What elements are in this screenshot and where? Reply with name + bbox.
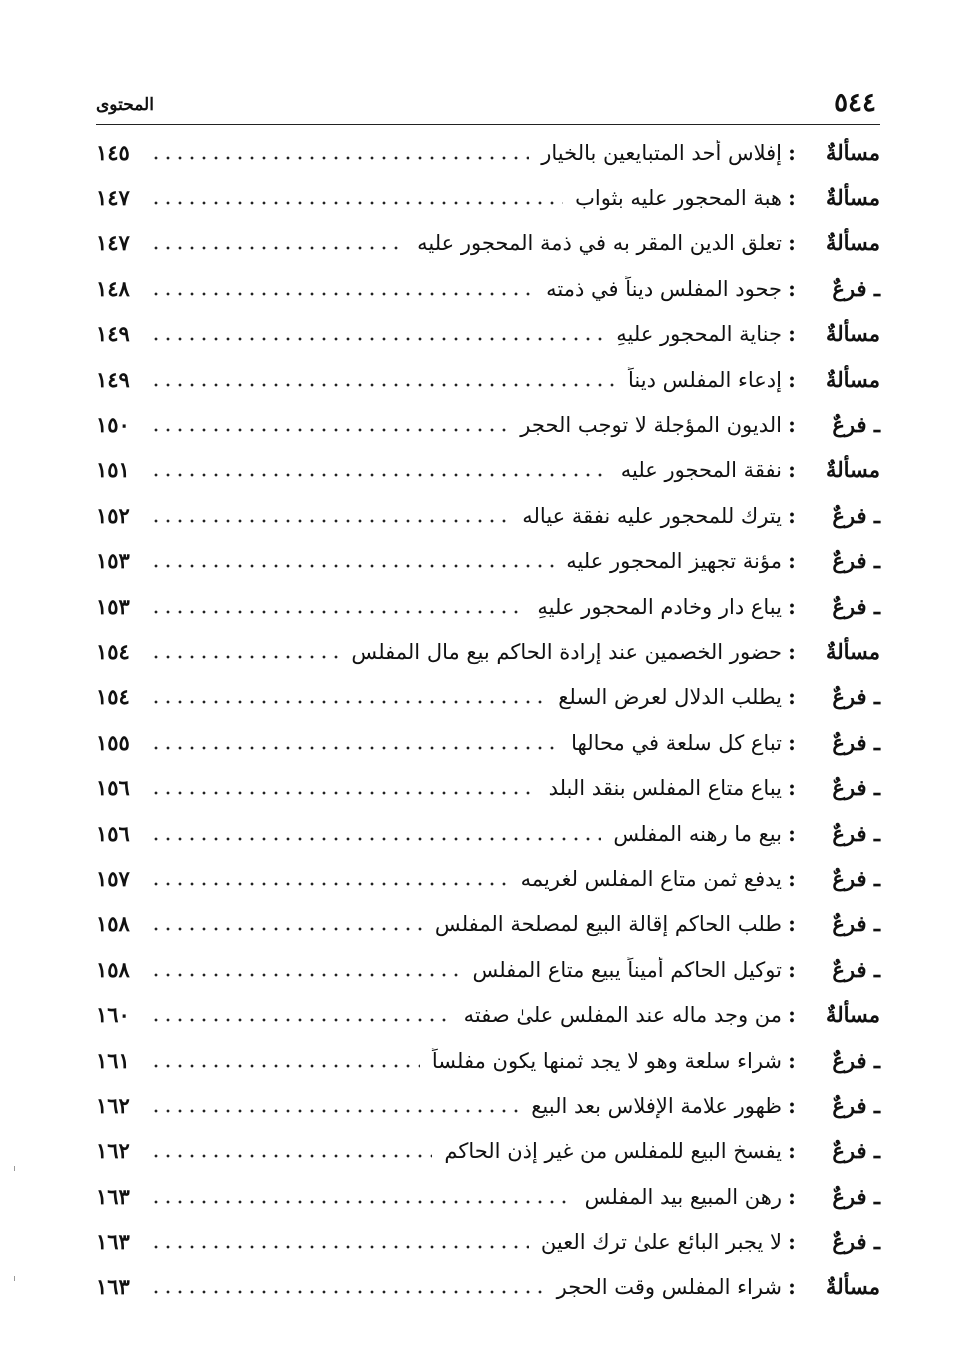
entry-label: ـ فرعٌ	[832, 1047, 880, 1073]
entry-page-number: ١٥٤	[96, 638, 130, 664]
page-header	[96, 88, 876, 122]
entry-label: مسألةٌ	[825, 1002, 880, 1028]
toc-entry	[96, 357, 880, 402]
toc-entry	[96, 221, 880, 266]
dot-leader	[150, 1139, 432, 1163]
entry-title: من وجد ماله عند المفلس علىٰ صفته	[463, 1003, 782, 1028]
entry-colon: :	[788, 1183, 796, 1209]
entry-page-number: ١٤٧	[96, 230, 130, 256]
entry-colon: :	[788, 865, 796, 891]
dot-leader	[150, 1049, 420, 1073]
entry-title: يدفع ثمن متاع المفلس لغريمه	[520, 866, 782, 891]
toc-entry	[96, 1174, 880, 1219]
entry-label: ـ فرعٌ	[832, 593, 880, 619]
entry-page-number: ١٤٨	[96, 275, 130, 301]
entry-page-number: ١٥١	[96, 457, 130, 483]
entry-colon: :	[788, 1047, 796, 1073]
entry-colon: :	[788, 457, 796, 483]
dot-leader	[150, 685, 546, 709]
entry-page-number: ١٥٢	[96, 502, 130, 528]
entry-label: ـ فرعٌ	[832, 1183, 880, 1209]
dot-leader	[150, 867, 509, 891]
entry-page-number: ١٤٧	[96, 185, 130, 211]
entry-colon: :	[788, 1092, 796, 1118]
entry-label: ـ فرعٌ	[832, 412, 880, 438]
dot-leader	[150, 776, 537, 800]
entry-page-number: ١٤٩	[96, 366, 130, 392]
entry-label: ـ فرعٌ	[832, 820, 880, 846]
entry-colon: :	[788, 775, 796, 801]
entry-label: مسألةٌ	[825, 139, 880, 165]
entry-page-number: ١٦٣	[96, 1183, 130, 1209]
running-title: المحتوى	[96, 95, 154, 115]
entry-page-number: ١٥٧	[96, 865, 130, 891]
entry-title: يفسخ البيع للمفلس من غير إذن الحاكم	[444, 1139, 782, 1164]
toc-entry	[96, 902, 880, 947]
dot-leader	[150, 1185, 573, 1209]
entry-title: بيع ما رهنه المفلس	[613, 821, 782, 846]
entry-title: لا يجبر البائع علىٰ ترك العين	[540, 1230, 782, 1255]
entry-title: رهن المبيع بيد المفلس	[584, 1184, 782, 1209]
dot-leader	[150, 549, 554, 573]
entry-label: ـ فرعٌ	[832, 502, 880, 528]
entry-colon: :	[788, 684, 796, 710]
toc-entry	[96, 1083, 880, 1128]
dot-leader	[150, 458, 609, 482]
dot-leader	[150, 731, 559, 755]
entry-colon: :	[788, 502, 796, 528]
page-number: ٥٤٤	[834, 88, 876, 118]
toc-entry	[96, 629, 880, 674]
entry-title: يترك للمحجور عليه نفقة عياله	[522, 503, 782, 528]
entry-page-number: ١٥٦	[96, 775, 130, 801]
entry-title: يباع متاع المفلس بنقد البلد	[548, 776, 782, 801]
entry-page-number: ١٥٦	[96, 820, 130, 846]
entry-title: توكيل الحاكم أميناً يبيع متاع المفلس	[472, 957, 782, 982]
toc-entry	[96, 493, 880, 538]
entry-colon: :	[788, 729, 796, 755]
entry-colon: :	[788, 321, 796, 347]
entry-label: ـ فرعٌ	[832, 684, 880, 710]
dot-leader	[150, 368, 616, 392]
toc-entry	[96, 1265, 880, 1310]
entry-colon: :	[788, 820, 796, 846]
entry-label: ـ فرعٌ	[832, 729, 880, 755]
toc-entry	[96, 539, 880, 584]
toc-entry	[96, 1129, 880, 1174]
dot-leader	[150, 640, 339, 664]
entry-title: إدعاء المفلس ديناً	[628, 367, 782, 392]
table-of-contents	[96, 130, 880, 1310]
dot-leader	[150, 322, 604, 346]
entry-page-number: ١٥٨	[96, 911, 130, 937]
entry-label: ـ فرعٌ	[832, 1229, 880, 1255]
entry-title: نفقة المحجور عليه	[620, 458, 782, 483]
entry-page-number: ١٤٥	[96, 139, 130, 165]
dot-leader	[150, 912, 423, 936]
dot-leader	[150, 1275, 545, 1299]
entry-colon: :	[788, 230, 796, 256]
dot-leader	[150, 231, 405, 255]
entry-page-number: ١٥٣	[96, 593, 130, 619]
entry-colon: :	[788, 139, 796, 165]
toc-entry	[96, 1038, 880, 1083]
entry-label: ـ فرعٌ	[832, 1138, 880, 1164]
entry-title: الديون المؤجلة لا توجب الحجر	[520, 413, 782, 438]
entry-label: مسألةٌ	[825, 230, 880, 256]
toc-entry	[96, 811, 880, 856]
dot-leader	[150, 958, 460, 982]
entry-page-number: ١٦٢	[96, 1092, 130, 1118]
entry-title: جناية المحجور عليهِ	[616, 322, 782, 347]
entry-colon: :	[788, 548, 796, 574]
toc-entry	[96, 720, 880, 765]
toc-entry	[96, 992, 880, 1037]
toc-entry	[96, 266, 880, 311]
entry-page-number: ١٥٤	[96, 684, 130, 710]
entry-colon: :	[788, 911, 796, 937]
entry-title: ظهور علامة الإفلاس بعد البيع	[531, 1093, 782, 1118]
entry-label: مسألةٌ	[825, 638, 880, 664]
toc-entry	[96, 448, 880, 493]
entry-colon: :	[788, 1002, 796, 1028]
entry-title: حضور الخصمين عند إرادة الحاكم بيع مال المفلس	[351, 639, 782, 664]
toc-entry	[96, 312, 880, 357]
entry-label: ـ فرعٌ	[832, 911, 880, 937]
dot-leader	[150, 413, 508, 437]
dot-leader	[150, 186, 563, 210]
toc-entry	[96, 402, 880, 447]
entry-page-number: ١٤٩	[96, 321, 130, 347]
entry-label: ـ فرعٌ	[832, 548, 880, 574]
entry-title: تباع كل سلعة في محالها	[571, 730, 782, 755]
entry-colon: :	[788, 275, 796, 301]
entry-page-number: ١٥٠	[96, 412, 130, 438]
entry-title: شراء سلعة وهو لا يجد ثمنها يكون مفلساً	[431, 1048, 782, 1073]
toc-entry	[96, 947, 880, 992]
dot-leader	[150, 1003, 452, 1027]
entry-colon: :	[788, 366, 796, 392]
entry-label: مسألةٌ	[825, 457, 880, 483]
entry-label: ـ فرعٌ	[832, 775, 880, 801]
entry-page-number: ١٦٠	[96, 1002, 130, 1028]
entry-title: طلب الحاكم إقالة البيع لمصلحة المفلس	[434, 912, 782, 937]
entry-label: ـ فرعٌ	[832, 956, 880, 982]
dot-leader	[150, 141, 529, 165]
entry-label: ـ فرعٌ	[832, 1092, 880, 1118]
entry-label: مسألةٌ	[825, 185, 880, 211]
margin-mark	[14, 1276, 15, 1281]
entry-page-number: ١٦٣	[96, 1229, 130, 1255]
entry-page-number: ١٥٥	[96, 729, 130, 755]
dot-leader	[150, 822, 601, 846]
margin-mark	[14, 1166, 15, 1171]
entry-colon: :	[788, 185, 796, 211]
entry-title: تعلق الدين المقر به في ذمة المحجور عليه	[417, 231, 782, 256]
header-rule	[96, 124, 880, 125]
toc-entry	[96, 765, 880, 810]
entry-colon: :	[788, 1138, 796, 1164]
entry-label: ـ فرعٌ	[832, 275, 880, 301]
entry-title: يباع دار وخادم المحجور عليهِ	[537, 594, 782, 619]
dot-leader	[150, 1094, 519, 1118]
entry-title: يطلب الدلال لعرض السلع	[558, 685, 782, 710]
toc-entry	[96, 1219, 880, 1264]
entry-title: إفلاس أحد المتبايعين بالخيار	[541, 140, 782, 165]
entry-page-number: ١٥٨	[96, 956, 130, 982]
entry-colon: :	[788, 1274, 796, 1300]
entry-label: مسألةٌ	[825, 321, 880, 347]
entry-page-number: ١٦٢	[96, 1138, 130, 1164]
entry-colon: :	[788, 956, 796, 982]
dot-leader	[150, 504, 510, 528]
dot-leader	[150, 277, 534, 301]
entry-title: هبة المحجور عليه بثواب	[575, 186, 782, 211]
entry-page-number: ١٦٣	[96, 1274, 130, 1300]
toc-entry	[96, 130, 880, 175]
entry-label: مسألةٌ	[825, 366, 880, 392]
entry-label: مسألةٌ	[825, 1274, 880, 1300]
entry-colon: :	[788, 412, 796, 438]
toc-entry	[96, 584, 880, 629]
entry-label: ـ فرعٌ	[832, 865, 880, 891]
entry-page-number: ١٦١	[96, 1047, 130, 1073]
dot-leader	[150, 595, 525, 619]
toc-entry	[96, 675, 880, 720]
entry-page-number: ١٥٣	[96, 548, 130, 574]
entry-colon: :	[788, 1229, 796, 1255]
entry-title: شراء المفلس وقت الحجر	[556, 1275, 782, 1300]
entry-title: جحود المفلس ديناً في ذمته	[546, 276, 782, 301]
entry-title: مؤنة تجهيز المحجور عليه	[566, 549, 782, 574]
toc-entry	[96, 175, 880, 220]
dot-leader	[150, 1230, 529, 1254]
entry-colon: :	[788, 638, 796, 664]
toc-entry	[96, 856, 880, 901]
entry-colon: :	[788, 593, 796, 619]
